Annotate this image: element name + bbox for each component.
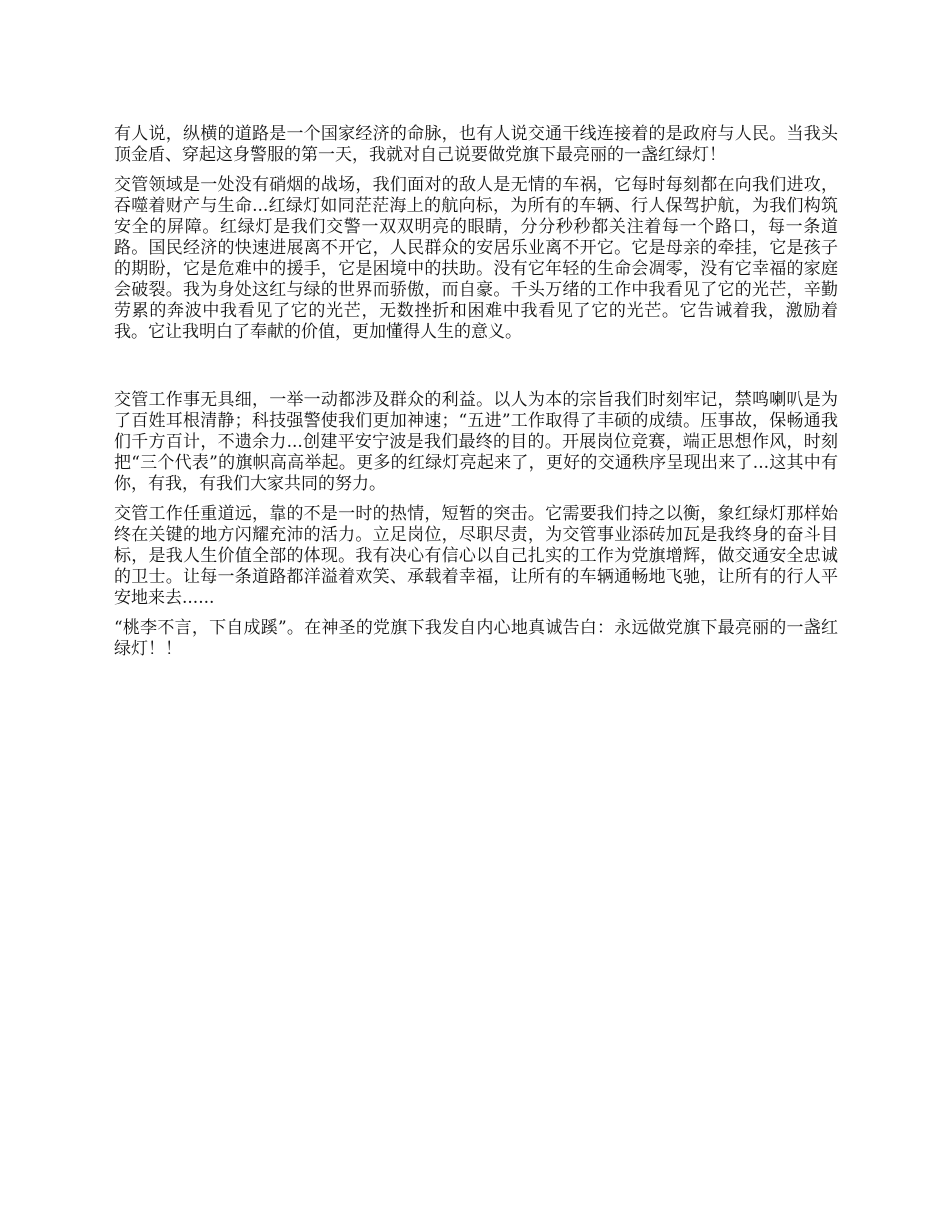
paragraph-traffic-work: 交管工作事无具细，一举一动都涉及群众的利益。以人为本的宗旨我们时刻牢记，禁鸣喇叭是为了百姓耳根清静；科技强警使我们更加神速；“五进”工作取得了丰硕的成绩。压事故，保畅通我们千方百计，不遗余力...创建平安宁波是我们最终的目的。开展岗位竞赛，端正思想作风，时刻把“三个代表”的旗帜高高举起。更多的红绿灯亮起来了，更好的交通秩序呈现出来了...这其中有你，有我，有我们大家共同的努力。 [114,390,838,494]
paragraph-spacer [114,352,838,390]
paragraph-intro: 有人说，纵横的道路是一个国家经济的命脉，也有人说交通干线连接着的是政府与人民。当我头顶金盾、穿起这身警服的第一天，我就对自己说要做党旗下最亮丽的一盏红绿灯！ [114,124,838,165]
paragraph-closing: “桃李不言，下自成蹊”。在神圣的党旗下我发自内心地真诚告白：永远做党旗下最亮丽的一盏红绿灯！！ [114,618,838,659]
document-page [114,124,838,669]
paragraph-traffic-light: 交管领域是一处没有硝烟的战场，我们面对的敌人是无情的车祸，它每时每刻都在向我们进攻，吞噬着财产与生命...红绿灯如同茫茫海上的航向标，为所有的车辆、行人保驾护航，为我们构筑安全的屏障。红绿灯是我们交警一双双明亮的眼睛，分分秒秒都关注着每一个路口，每一条道路。国民经济的快速进展离不开它，人民群众的安居乐业离不开它。它是母亲的牵挂，它是孩子的期盼，它是危难中的援手，它是困境中的扶助。没有它年轻的生命会凋零，没有它幸福的家庭会破裂。我为身处这红与绿的世界而骄傲，而自豪。千头万绪的工作中我看见了它的光芒，辛勤劳累的奔波中我看见了它的光芒，无数挫折和困难中我看见了它的光芒。它告诫着我，激励着我。它让我明白了奉献的价值，更加懂得人生的意义。 [114,175,838,342]
paragraph-long-road: 交管工作任重道远，靠的不是一时的热情，短暂的突击。它需要我们持之以衡，象红绿灯那样始终在关键的地方闪耀充沛的活力。立足岗位，尽职尽责，为交管事业添砖加瓦是我终身的奋斗目标，是我人生价值全部的体现。我有决心有信心以自己扎实的工作为党旗增辉，做交通安全忠诚的卫士。让每一条道路都洋溢着欢笑、承载着幸福，让所有的车辆通畅地飞驰，让所有的行人平安地来去...... [114,504,838,608]
